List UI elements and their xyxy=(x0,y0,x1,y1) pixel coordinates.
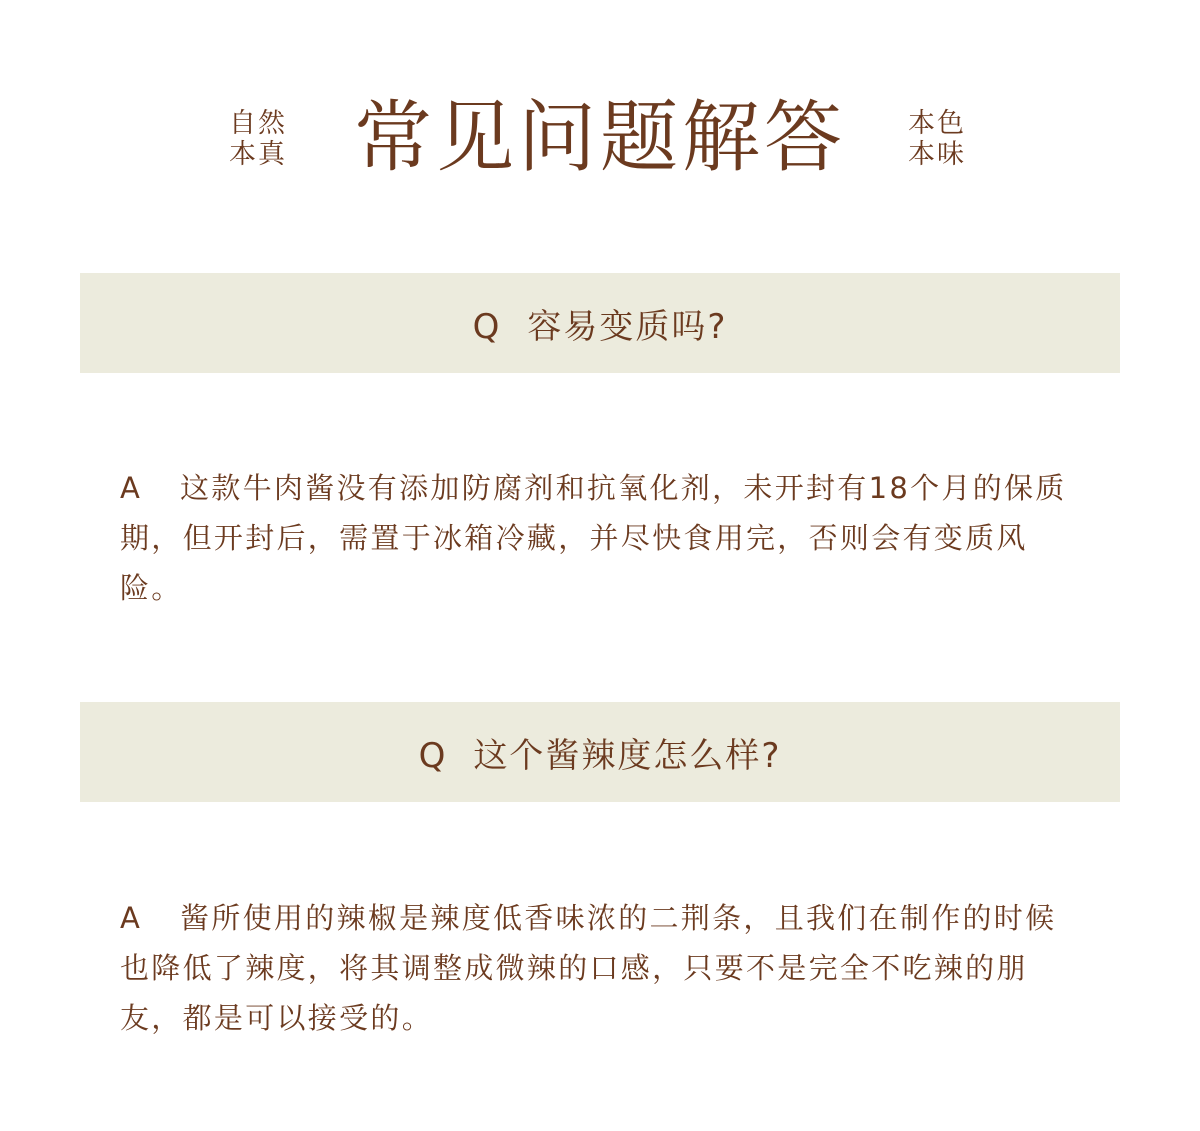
question-bar-1 xyxy=(80,273,1120,373)
header-right-line2: 本味 xyxy=(908,139,966,170)
question-2-label: Q xyxy=(418,735,448,776)
answer-1 xyxy=(120,463,1085,613)
header-left-tagline xyxy=(229,108,299,170)
answer-2 xyxy=(120,893,1085,1043)
question-1-label: Q xyxy=(472,306,502,347)
question-bar-2 xyxy=(80,702,1120,802)
header-right-line1: 本色 xyxy=(908,108,966,139)
header-left-line1: 自然 xyxy=(229,108,287,139)
answer-1-label: A xyxy=(120,471,143,505)
page-title: 常见问题解答 xyxy=(353,93,846,183)
answer-2-text: 酱所使用的辣椒是辣度低香味浓的二荆条，且我们在制作的时候也降低了辣度，将其调整成微辣的口感，只要不是完全不吃辣的朋友，都是可以接受的。 xyxy=(120,901,1057,1035)
question-2-text: 这个酱辣度怎么样? xyxy=(473,735,782,776)
question-1-text: 容易变质吗? xyxy=(527,306,728,347)
question-1 xyxy=(473,299,728,348)
answer-2-label: A xyxy=(120,901,143,935)
question-2 xyxy=(419,728,782,777)
page-header xyxy=(0,88,1200,188)
answer-1-text: 这款牛肉酱没有添加防腐剂和抗氧化剂，未开封有18个月的保质期，但开封后，需置于冰箱冷藏，并尽快食用完，否则会有变质风险。 xyxy=(120,471,1067,605)
header-left-line2: 本真 xyxy=(229,139,287,170)
header-right-tagline xyxy=(908,108,978,170)
